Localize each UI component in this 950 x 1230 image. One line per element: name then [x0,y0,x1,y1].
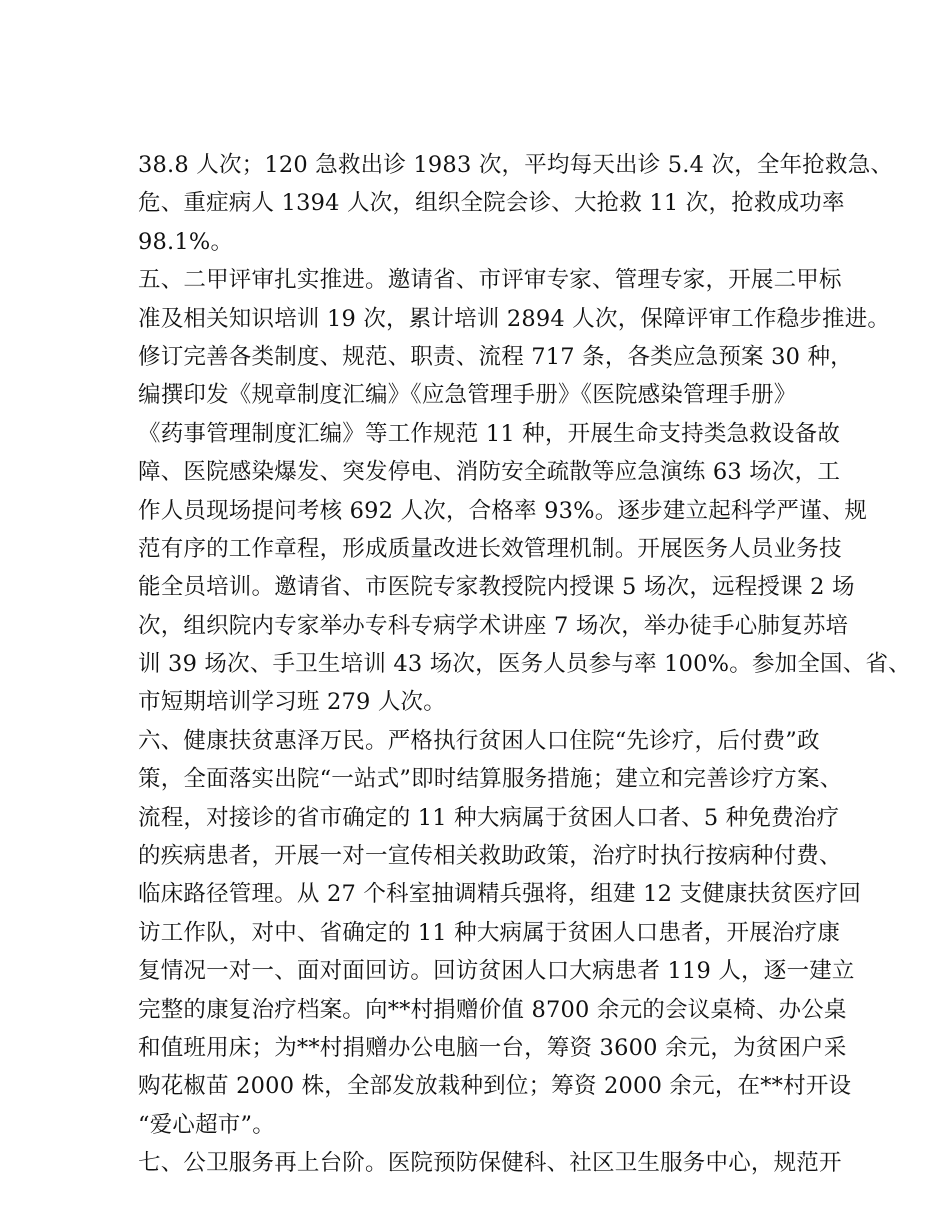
text-line: 作人员现场提问考核 692 人次，合格率 93%。逐步建立起科学严谨、规 [138,497,868,524]
text-line: 市短期培训学习班 279 人次。 [138,689,446,716]
text-line: 38.8 人次；120 急救出诊 1983 次，平均每天出诊 5.4 次，全年抢救急、 [138,152,894,178]
text-line: 障、医院感染爆发、突发停电、消防安全疏散等应急演练 63 场次，工 [138,459,841,486]
text-line: 能全员培训。邀请省、市医院专家教授院内授课 5 场次，远程授课 2 场 [138,574,855,601]
text-line: 危、重症病人 1394 人次，组织全院会诊、大抢救 11 次，抢救成功率 [138,190,845,217]
section-heading-line: 六、健康扶贫惠泽万民。严格执行贫困人口住院“先诊疗，后付费”政 [138,727,820,754]
section-heading-line: 五、二甲评审扎实推进。邀请省、市评审专家、管理专家，开展二甲标 [138,267,842,294]
text-line: 修订完善各类制度、规范、职责、流程 717 条，各类应急预案 30 种， [138,343,853,370]
text-line: 98.1%。 [138,228,234,255]
document-body [138,146,911,1183]
text-line: 临床路径管理。从 27 个科室抽调精兵强将，组建 12 支健康扶贫医疗回 [138,881,862,908]
text-line: 和值班用床；为**村捐赠办公电脑一台，筹资 3600 余元，为贫困户采 [138,1034,847,1061]
text-line: 的疾病患者，开展一对一宣传相关救助政策，治疗时执行按病种付费、 [138,843,842,870]
text-line: 策，全面落实出院“一站式”即时结算服务措施；建立和完善诊疗方案、 [138,766,843,793]
text-line: 训 39 场次、手卫生培训 43 场次，医务人员参与率 100%。参加全国、省、 [138,651,911,678]
text-line: 范有序的工作章程，形成质量改进长效管理机制。开展医务人员业务技 [138,535,842,562]
text-line: 购花椒苗 2000 株，全部发放栽种到位；筹资 2000 余元，在**村开设 [138,1073,852,1100]
text-line: 复情况一对一、面对面回访。回访贫困人口大病患者 119 人，逐一建立 [138,958,855,985]
text-line: “爱心超市”。 [138,1111,275,1138]
text-line: 次，组织院内专家举办专科专病学术讲座 7 场次，举办徒手心肺复苏培 [138,612,849,639]
text-line: 《药事管理制度汇编》等工作规范 11 种，开展生命支持类急救设备故 [138,420,841,447]
text-line: 流程，对接诊的省市确定的 11 种大病属于贫困人口者、5 种免费治疗 [138,804,840,831]
text-line: 完整的康复治疗档案。向**村捐赠价值 8700 余元的会议桌椅、办公桌 [138,996,847,1023]
text-line: 访工作队，对中、省确定的 11 种大病属于贫困人口患者，开展治疗康 [138,919,841,946]
section-heading-line: 七、公卫服务再上台阶。医院预防保健科、社区卫生服务中心，规范开 [138,1150,842,1177]
text-line: 准及相关知识培训 19 次，累计培训 2894 人次，保障评审工作稳步推进。 [138,305,891,332]
text-line: 编撰印发《规章制度汇编》《应急管理手册》《医院感染管理手册》 [138,382,797,409]
